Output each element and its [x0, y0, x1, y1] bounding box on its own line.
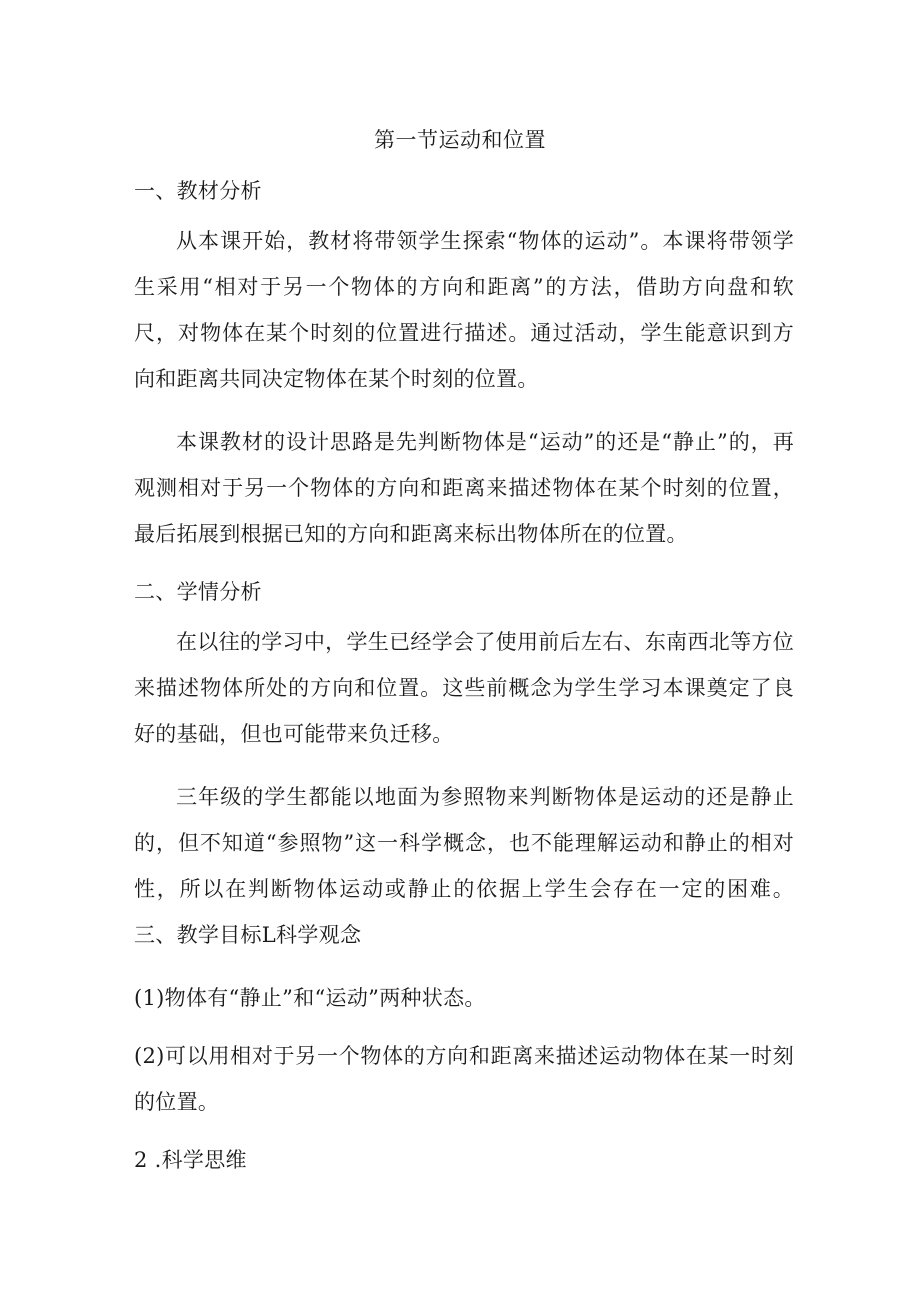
document-body [134, 168, 794, 1183]
paragraph-textbook-analysis-1: 从本课开始，教材将带领学生探索“物体的运动”。本课将带领学生采用“相对于另一个物体的方向和距离”的方法，借助方向盘和软尺，对物体在某个时刻的位置进行描述。通过活动，学生能意识到方向和距离共同决定物体在某个时刻的位置。 [134, 229, 794, 391]
objective-item-1: (1)物体有“静止”和“运动”两种状态。 [134, 986, 486, 1010]
paragraph-learner-analysis-1: 在以往的学习中，学生已经学会了使用前后左右、东南西北等方位来描述物体所处的方向和位置。这些前概念为学生学习本课奠定了良好的基础，但也可能带来负迁移。 [134, 630, 794, 746]
document-title: 第一节运动和位置 [374, 128, 546, 152]
section-heading-learner-analysis: 二、学情分析 [134, 580, 262, 604]
paragraph-learner-analysis-2: 三年级的学生都能以地面为参照物来判断物体是运动的还是静止的，但不知道“参照物”这一科学概念，也不能理解运动和静止的相对性，所以在判断物体运动或静止的依据上学生会存在一定的困难。三、教学目标L科学观念 [134, 785, 794, 947]
paragraph-textbook-analysis-2: 本课教材的设计思路是先判断物体是“运动”的还是“静止”的，再观测相对于另一个物体的方向和距离来描述物体在某个时刻的位置，最后拓展到根据已知的方向和距离来标出物体所在的位置。 [134, 430, 794, 546]
section-heading-textbook-analysis: 一、教材分析 [134, 179, 262, 203]
subheading-scientific-thinking: 2 .科学思维 [134, 1148, 247, 1172]
objective-item-2: (2)可以用相对于另一个物体的方向和距离来描述运动物体在某一时刻的位置。 [134, 1044, 794, 1114]
